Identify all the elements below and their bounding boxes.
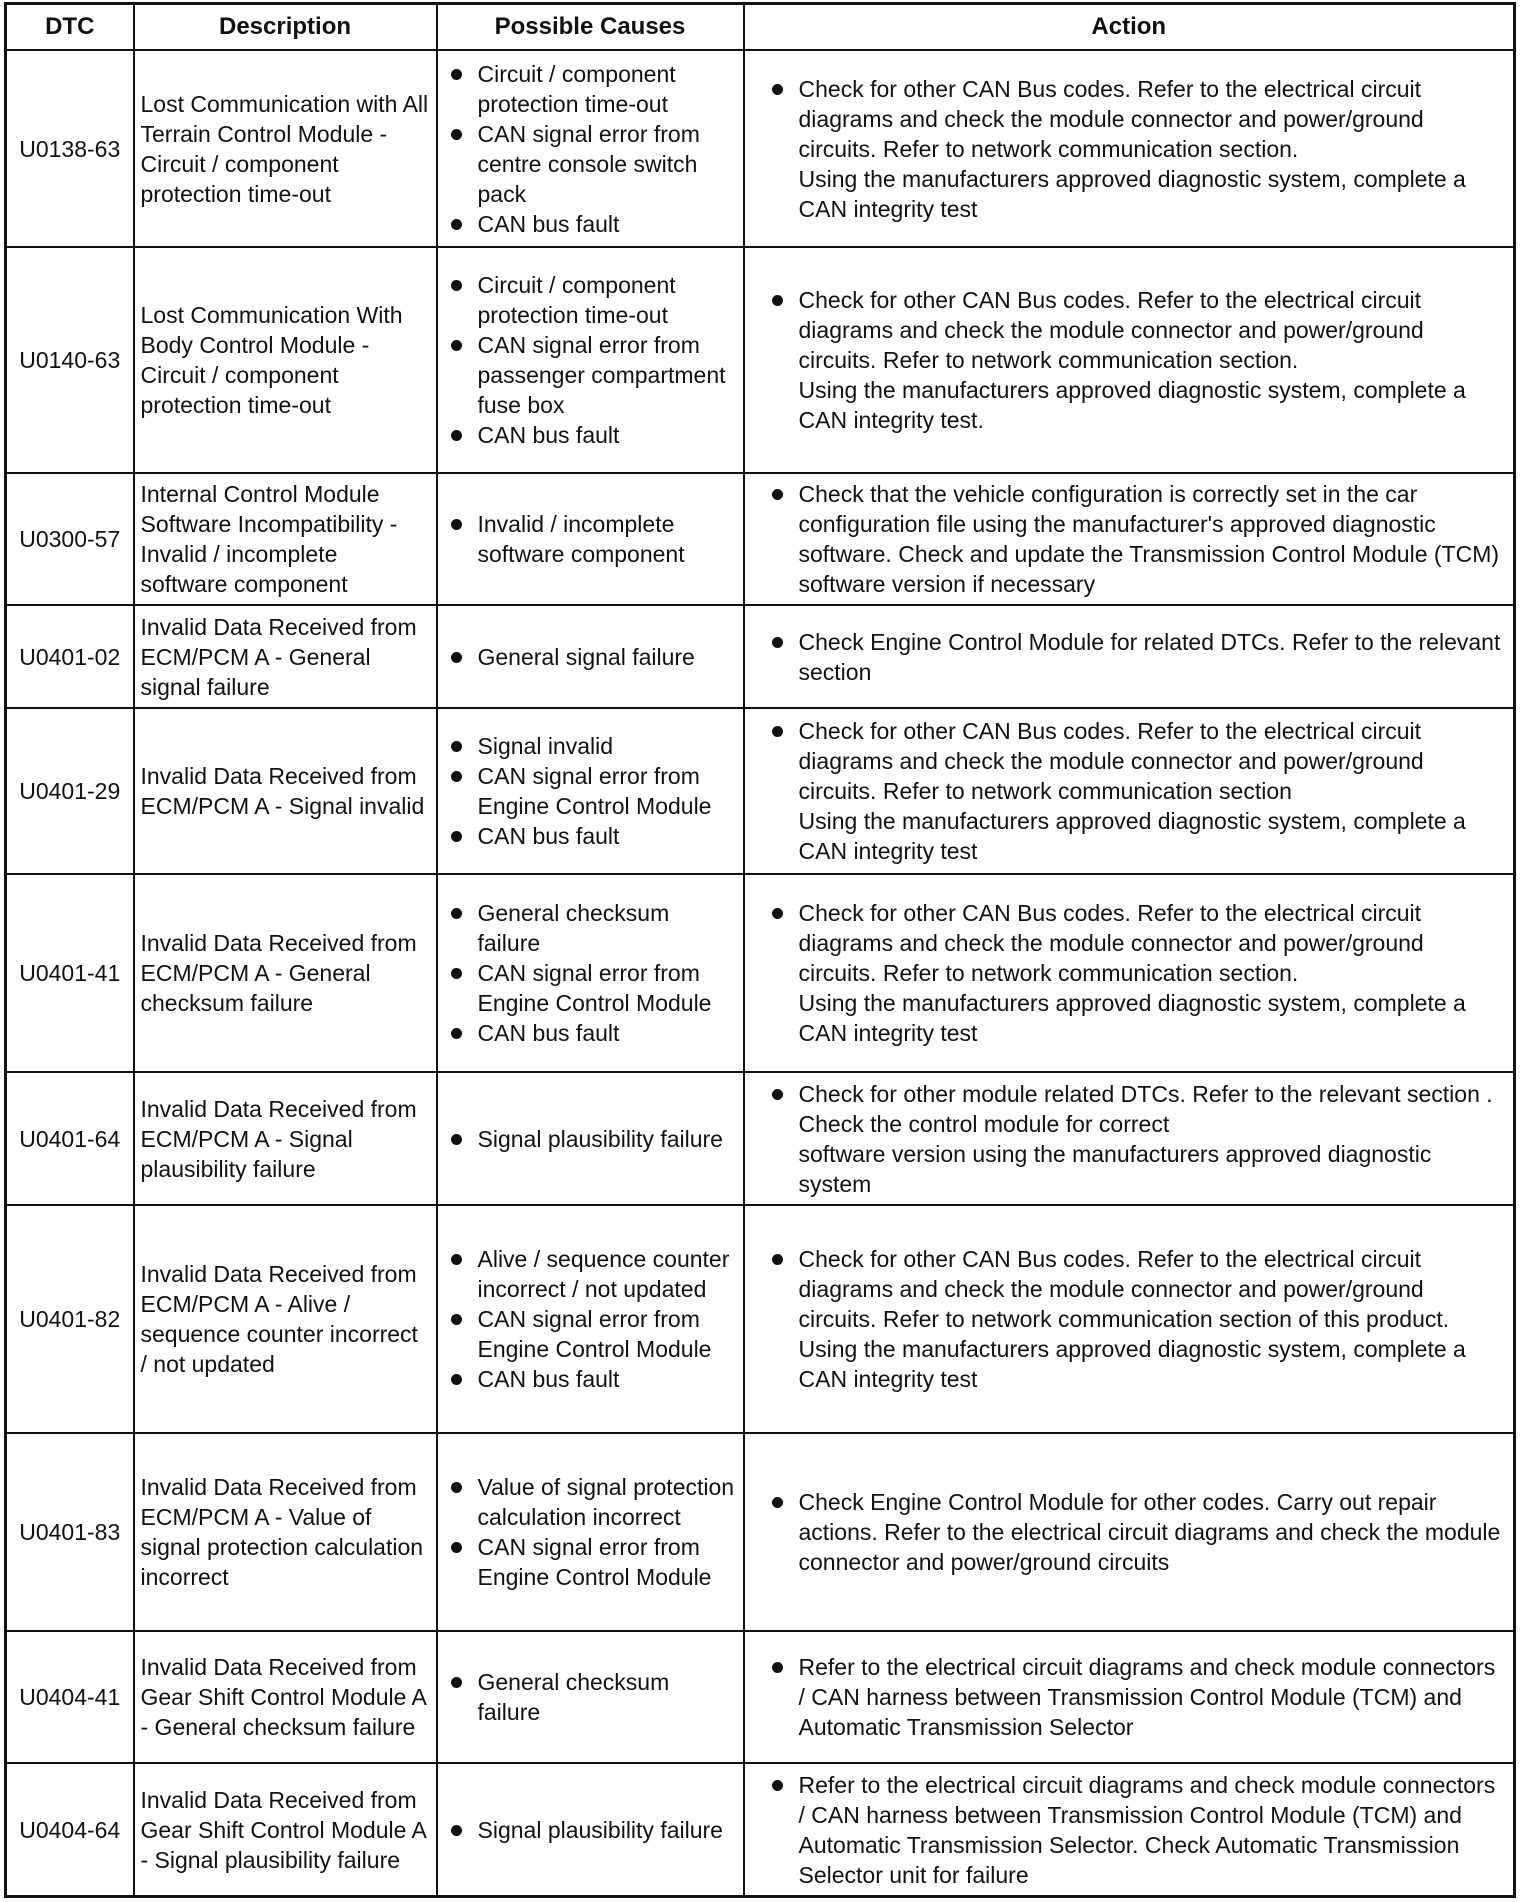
cause-item: CAN bus fault (444, 1364, 737, 1394)
cause-item: Circuit / component protection time-out (444, 59, 737, 119)
action-item (765, 285, 1506, 435)
cause-item: CAN signal error from Engine Control Module (444, 958, 737, 1018)
table-row (6, 1072, 1515, 1205)
dtc-description: Invalid Data Received from ECM/PCM A - Alive / sequence counter incorrect / not updated (134, 1205, 437, 1433)
possible-causes (437, 1205, 744, 1433)
action-text-continued: Using the manufacturers approved diagnostic system, complete a CAN integrity test (798, 165, 1466, 222)
cause-item: Value of signal protection calculation incorrect (444, 1472, 737, 1532)
action-item: Refer to the electrical circuit diagrams and check module connectors / CAN harness between Transmission Control Module (TCM) and Automatic Transmission Selector. Check Automatic Transmission Selector unit for failure (765, 1770, 1506, 1890)
dtc-code: U0401-41 (6, 874, 134, 1072)
action-item: Check Engine Control Module for related DTCs. Refer to the relevant section (765, 627, 1506, 687)
dtc-description: Invalid Data Received from ECM/PCM A - Value of signal protection calculation incorrect (134, 1433, 437, 1631)
dtc-code: U0401-82 (6, 1205, 134, 1433)
possible-causes (437, 874, 744, 1072)
action-cell (744, 1631, 1515, 1763)
action-cell (744, 605, 1515, 708)
action-text: Check for other CAN Bus codes. Refer to the electrical circuit diagrams and check the module connector and power/ground circuits. Refer to network communication section (798, 718, 1424, 805)
header-description: Description (134, 4, 437, 51)
possible-causes (437, 605, 744, 708)
table-row (6, 708, 1515, 874)
action-text-continued: Using the manufacturers approved diagnostic system, complete a CAN integrity test (798, 990, 1466, 1047)
dtc-code: U0404-41 (6, 1631, 134, 1763)
dtc-code: U0300-57 (6, 473, 134, 605)
header-dtc: DTC (6, 4, 134, 51)
action-cell (744, 874, 1515, 1072)
dtc-description: Invalid Data Received from Gear Shift Control Module A - General checksum failure (134, 1631, 437, 1763)
dtc-description: Invalid Data Received from ECM/PCM A - Signal plausibility failure (134, 1072, 437, 1205)
table-row (6, 1631, 1515, 1763)
action-text-continued: Using the manufacturers approved diagnostic system, complete a CAN integrity test. (798, 377, 1466, 434)
cause-item: General checksum failure (444, 898, 737, 958)
cause-item: CAN bus fault (444, 209, 737, 239)
possible-causes (437, 1433, 744, 1631)
table-row (6, 874, 1515, 1072)
action-cell (744, 1205, 1515, 1433)
action-cell (744, 1072, 1515, 1205)
dtc-description: Lost Communication with All Terrain Control Module - Circuit / component protection time-out (134, 50, 437, 247)
possible-causes (437, 1631, 744, 1763)
action-text-continued: Using the manufacturers approved diagnostic system, complete a CAN integrity test (798, 808, 1466, 865)
cause-item: Invalid / incomplete software component (444, 509, 737, 569)
table-row (6, 1763, 1515, 1896)
header-action: Action (744, 4, 1515, 51)
action-cell (744, 473, 1515, 605)
possible-causes (437, 473, 744, 605)
header-possible-causes: Possible Causes (437, 4, 744, 51)
action-item: Refer to the electrical circuit diagrams and check module connectors / CAN harness between Transmission Control Module (TCM) and Automatic Transmission Selector (765, 1652, 1506, 1742)
action-item (765, 898, 1506, 1048)
action-text: Check for other CAN Bus codes. Refer to the electrical circuit diagrams and check the module connector and power/ground circuits. Refer to network communication section. (798, 75, 1424, 162)
table-row (6, 1433, 1515, 1631)
action-cell (744, 1433, 1515, 1631)
dtc-document (4, 2, 1513, 1898)
dtc-description: Invalid Data Received from ECM/PCM A - General signal failure (134, 605, 437, 708)
table-row (6, 247, 1515, 473)
action-cell (744, 50, 1515, 247)
table-row (6, 473, 1515, 605)
possible-causes (437, 50, 744, 247)
dtc-description: Invalid Data Received from ECM/PCM A - Signal invalid (134, 708, 437, 874)
cause-item: Signal plausibility failure (444, 1124, 737, 1154)
dtc-description: Lost Communication With Body Control Module - Circuit / component protection time-out (134, 247, 437, 473)
table-row (6, 1205, 1515, 1433)
cause-item: General signal failure (444, 642, 737, 672)
action-text: Check for other module related DTCs. Refer to the relevant section . Check the control module for correct (798, 1080, 1493, 1137)
action-text-continued: software version using the manufacturers approved diagnostic system (798, 1140, 1432, 1197)
dtc-code: U0401-64 (6, 1072, 134, 1205)
action-text: Check for other CAN Bus codes. Refer to the electrical circuit diagrams and check the module connector and power/ground circuits. Refer to network communication section. (798, 287, 1424, 374)
cause-item: Signal invalid (444, 731, 737, 761)
cause-item: CAN bus fault (444, 420, 737, 450)
dtc-description: Invalid Data Received from Gear Shift Control Module A - Signal plausibility failure (134, 1763, 437, 1896)
dtc-description: Internal Control Module Software Incompatibility - Invalid / incomplete software component (134, 473, 437, 605)
table-header-row (6, 4, 1515, 51)
cause-item: General checksum failure (444, 1667, 737, 1727)
possible-causes (437, 708, 744, 874)
dtc-code: U0140-63 (6, 247, 134, 473)
cause-item: Signal plausibility failure (444, 1815, 737, 1845)
action-item: Check Engine Control Module for other codes. Carry out repair actions. Refer to the electrical circuit diagrams and check the module connector and power/ground circuits (765, 1487, 1506, 1577)
cause-item: CAN signal error from centre console switch pack (444, 119, 737, 209)
cause-item: CAN signal error from Engine Control Module (444, 761, 737, 821)
table-row (6, 605, 1515, 708)
action-item: Check that the vehicle configuration is correctly set in the car configuration file using the manufacturer's approved diagnostic software. Check and update the Transmission Control Module (TCM) software version if necessary (765, 479, 1506, 599)
action-cell (744, 247, 1515, 473)
action-text: Check for other CAN Bus codes. Refer to the electrical circuit diagrams and check the module connector and power/ground circuits. Refer to network communication section. (798, 900, 1424, 987)
dtc-table (4, 2, 1516, 1898)
dtc-code: U0138-63 (6, 50, 134, 247)
action-item (765, 716, 1506, 866)
possible-causes (437, 1763, 744, 1896)
action-cell (744, 1763, 1515, 1896)
cause-item: CAN signal error from Engine Control Module (444, 1304, 737, 1364)
cause-item: CAN bus fault (444, 1018, 737, 1048)
action-cell (744, 708, 1515, 874)
cause-item: CAN bus fault (444, 821, 737, 851)
dtc-code: U0401-02 (6, 605, 134, 708)
cause-item: CAN signal error from Engine Control Module (444, 1532, 737, 1592)
dtc-description: Invalid Data Received from ECM/PCM A - General checksum failure (134, 874, 437, 1072)
action-item (765, 74, 1506, 224)
possible-causes (437, 247, 744, 473)
action-item: Check for other CAN Bus codes. Refer to the electrical circuit diagrams and check the module connector and power/ground circuits. Refer to network communication section of this product. Using the manufacturers approved diagnostic system, complete a CAN integrity test (765, 1244, 1506, 1394)
dtc-code: U0401-29 (6, 708, 134, 874)
cause-item: CAN signal error from passenger compartment fuse box (444, 330, 737, 420)
cause-item: Circuit / component protection time-out (444, 270, 737, 330)
cause-item: Alive / sequence counter incorrect / not updated (444, 1244, 737, 1304)
table-row (6, 50, 1515, 247)
possible-causes (437, 1072, 744, 1205)
action-item (765, 1079, 1506, 1199)
dtc-code: U0401-83 (6, 1433, 134, 1631)
dtc-code: U0404-64 (6, 1763, 134, 1896)
